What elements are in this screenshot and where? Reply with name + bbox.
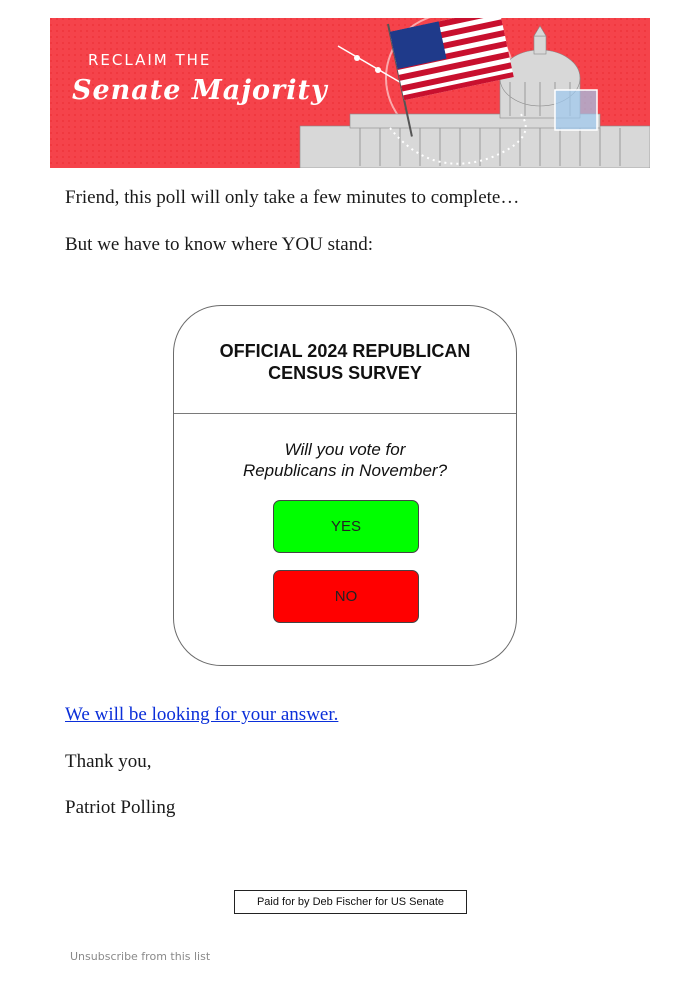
survey-card[interactable]: [173, 305, 517, 666]
survey-title: [174, 340, 516, 384]
survey-question-line-2: Republicans in November?: [242, 461, 448, 480]
header-banner[interactable]: [50, 18, 650, 168]
survey-title-line-1: OFFICIAL 2024 REPUBLICAN: [219, 341, 471, 361]
no-button[interactable]: NO: [273, 570, 419, 623]
signature-text: Patriot Polling: [65, 797, 176, 818]
banner-eyebrow: RECLAIM THE: [88, 51, 212, 69]
unsubscribe-link[interactable]: Unsubscribe from this list: [70, 950, 211, 963]
survey-question-line-1: Will you vote for: [284, 440, 406, 459]
survey-title-line-2: CENSUS SURVEY: [268, 363, 422, 383]
survey-question: [174, 439, 516, 481]
banner-title: Senate Majority: [72, 75, 328, 106]
thanks-text: Thank you,: [65, 751, 152, 772]
intro-line-2: But we have to know where YOU stand:: [65, 234, 373, 255]
answer-link[interactable]: We will be looking for your answer.: [65, 704, 339, 725]
yes-button[interactable]: YES: [273, 500, 419, 553]
paid-for-disclaimer: Paid for by Deb Fischer for US Senate: [234, 890, 467, 914]
intro-line-1: Friend, this poll will only take a few minutes to complete…: [65, 187, 520, 208]
survey-divider: [174, 413, 516, 414]
